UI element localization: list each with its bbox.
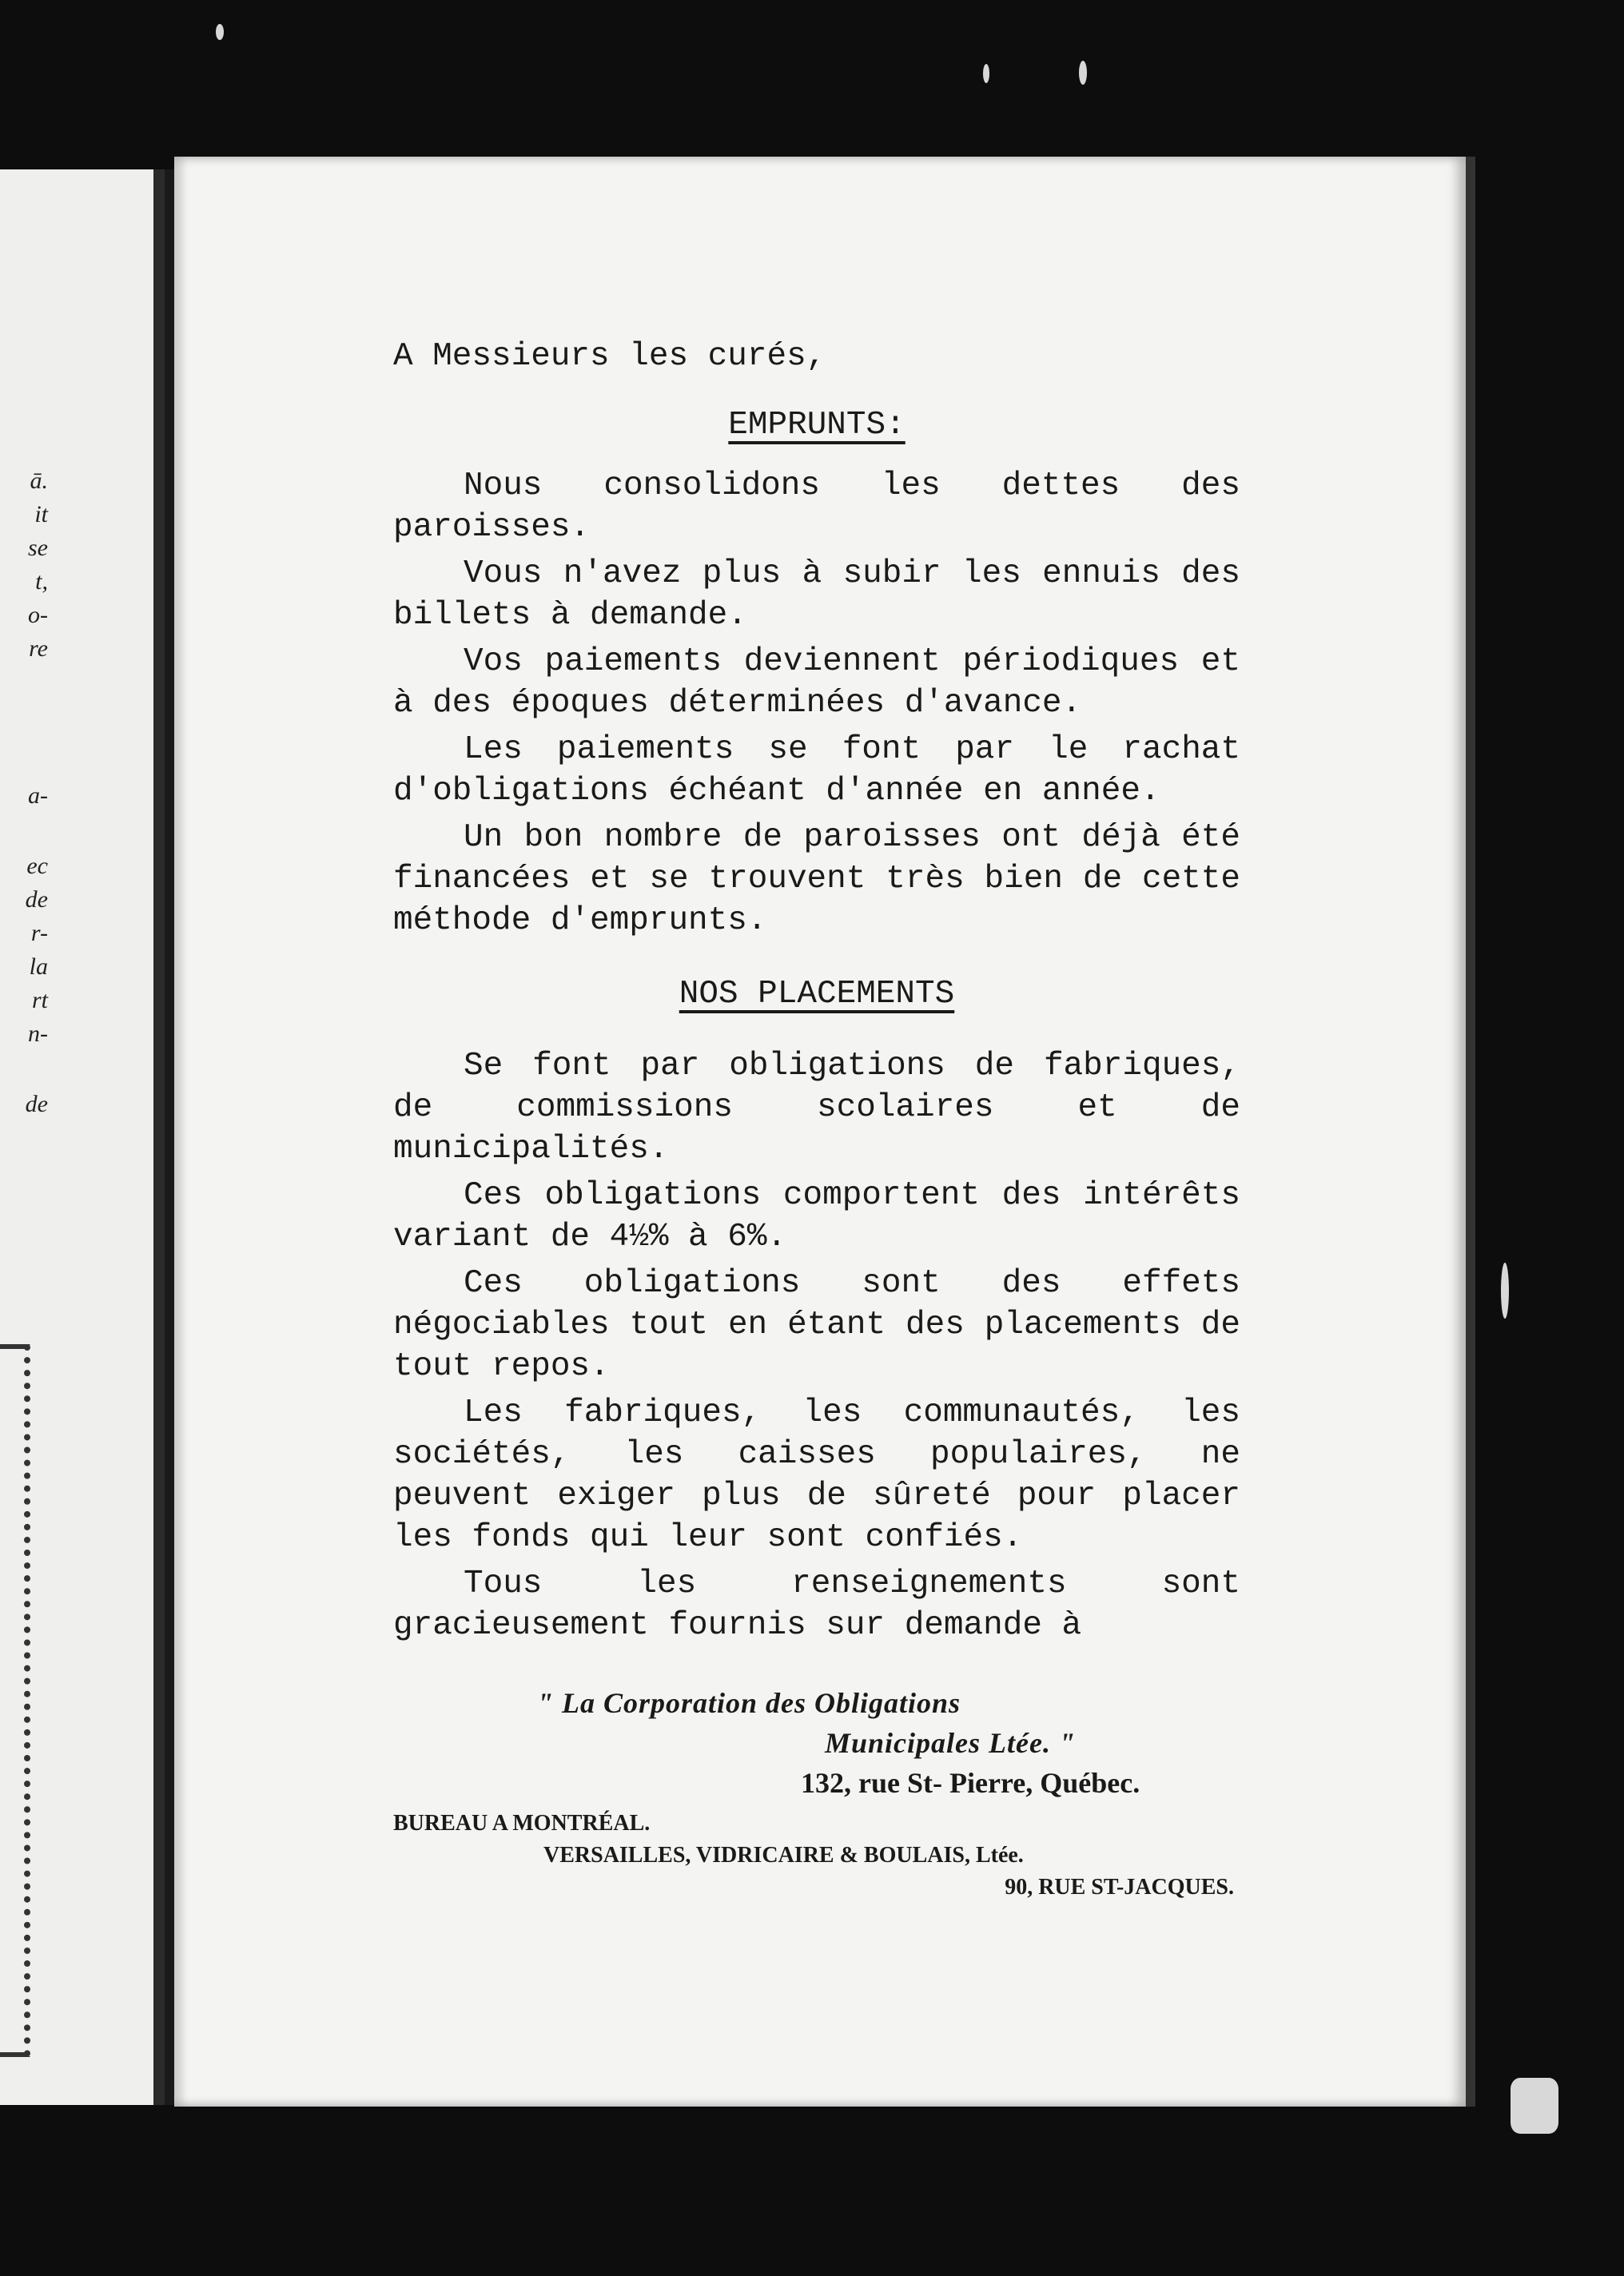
paragraph: Ces obligations comportent des intérêts variant de 4½% à 6%. — [393, 1177, 1240, 1255]
paragraph: Se font par obligations de fabriques, de commissions scolaires et de municipalités. — [393, 1048, 1240, 1168]
left-page-fragment: a- — [28, 782, 48, 809]
left-page-fragment: re — [29, 635, 48, 662]
paragraph: Vos paiements deviennent périodiques et à des époques déterminées d'avance. — [393, 643, 1240, 722]
left-page-fragment: ec — [26, 853, 48, 879]
paragraph: Un bon nombre de paroisses ont déjà été financées et se trouvent très bien de cette méthode d'emprunts. — [393, 819, 1240, 939]
scratch-mark — [1511, 2078, 1558, 2134]
paragraph: Les paiements se font par le rachat d'obligations échéant d'année en année. — [393, 731, 1240, 810]
left-page-fragment: n- — [28, 1021, 48, 1047]
scratch-mark — [1079, 61, 1087, 85]
scratch-mark — [1501, 1263, 1509, 1319]
letter-body — [393, 336, 1240, 1904]
paragraph: Tous les renseignements sont gracieusement fournis sur demande à — [393, 1566, 1240, 1644]
paragraph: Nous consolidons les dettes des paroisses. — [393, 468, 1240, 546]
left-page-fragment: de — [25, 1091, 48, 1117]
office-company: VERSAILLES, VIDRICAIRE & BOULAIS, Ltée. — [543, 1843, 1024, 1868]
office-block — [393, 1808, 1240, 1904]
left-page-fragment: ā. — [30, 468, 48, 494]
left-page-fragment: la — [29, 953, 48, 980]
scratch-mark — [983, 64, 989, 83]
left-page-fragment: se — [28, 535, 48, 561]
left-page — [0, 169, 165, 2105]
signature-block — [393, 1683, 1240, 1803]
paragraph: Ces obligations sont des effets négociables tout en étant des placements de tout repos. — [393, 1265, 1240, 1385]
left-page-fragment: de — [25, 886, 48, 913]
office-title: BUREAU A MONTRÉAL. — [393, 1811, 651, 1836]
left-page-fragment: t, — [35, 568, 48, 595]
left-page-fragment: o- — [28, 602, 48, 628]
signature-address: 132, rue St- Pierre, Québec. — [801, 1767, 1140, 1799]
left-page-fragment: it — [34, 501, 48, 527]
office-address: 90, RUE ST-JACQUES. — [1005, 1875, 1234, 1900]
signature-company: " La Corporation des Obligations — [537, 1687, 961, 1719]
paragraph: Les fabriques, les communautés, les sociétés, les caisses populaires, ne peuvent exiger plus de sûreté pour placer les fonds qui leur sont confiés. — [393, 1395, 1240, 1556]
section-heading-placements: NOS PLACEMENTS — [679, 976, 955, 1013]
signature-company-cont: Municipales Ltée. " — [825, 1727, 1076, 1759]
left-page-fragment: r- — [30, 920, 48, 946]
page-edge — [1466, 157, 1475, 2107]
section-heading-emprunts: EMPRUNTS: — [728, 407, 906, 444]
paragraph: Vous n'avez plus à subir les ennuis des billets à demande. — [393, 555, 1240, 634]
salutation: A Messieurs les curés, — [393, 338, 826, 375]
left-page-fragment: rt — [31, 987, 48, 1013]
scratch-mark — [216, 24, 224, 40]
decorative-border — [0, 1344, 30, 2057]
